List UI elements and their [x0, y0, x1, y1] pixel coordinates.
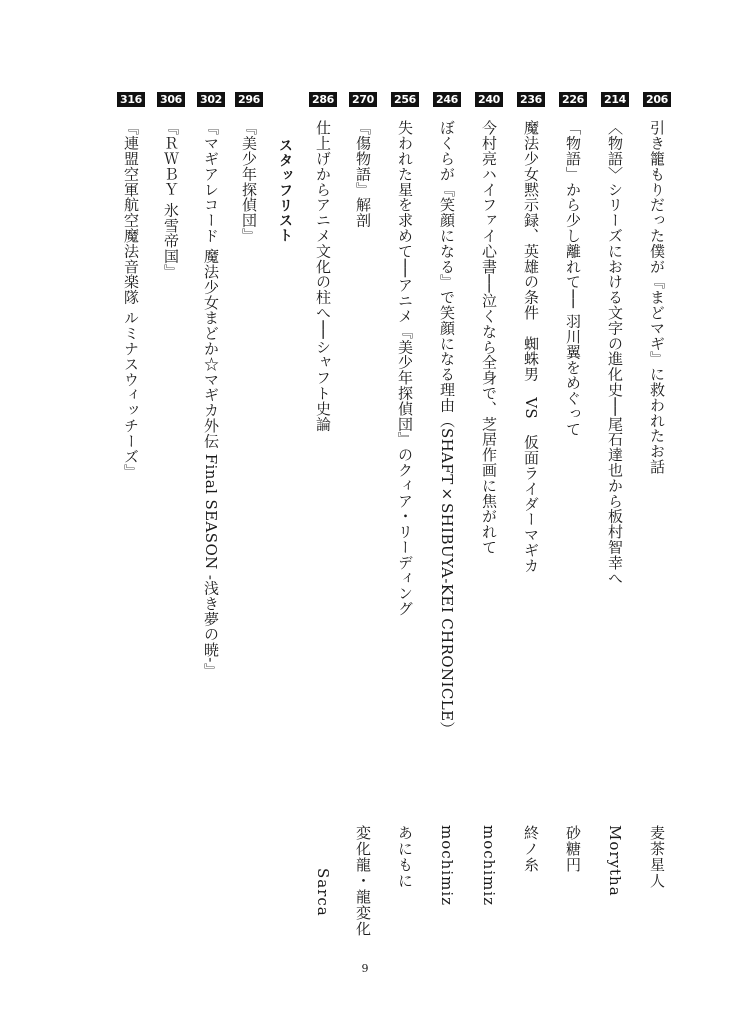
page-badge: 270 — [349, 92, 377, 107]
entry-author: 変化龍・龍変化 — [354, 825, 372, 937]
staff-entry-302 — [194, 0, 228, 1024]
toc-entry-270 — [346, 0, 380, 1024]
entry-author: あにもに — [396, 825, 414, 889]
entry-title: 『美少年探偵団』 — [240, 120, 258, 244]
page-badge: 306 — [157, 92, 185, 107]
entry-title: 魔法少女黙示録、英雄の条件 蜘蛛男 VS 仮面ライダーマギカ — [522, 120, 540, 574]
entry-author: Morytha — [606, 825, 624, 897]
entry-title: 仕上げからアニメ文化の柱へ──シャフト史論 — [314, 120, 332, 432]
entry-title: 『傷物語』解剖 — [354, 120, 372, 228]
page-badge: 296 — [235, 92, 263, 107]
entry-title: 『ＲＷＢＹ 氷雪帝国』 — [162, 120, 180, 280]
entry-author: 砂糖円 — [564, 825, 582, 873]
toc-entry-240 — [472, 0, 506, 1024]
staff-entry-296 — [232, 0, 266, 1024]
entry-author: mochimiz — [438, 825, 456, 907]
entry-title: 『マギアレコード 魔法少女まどか☆マギカ外伝 Final SEASON -浅き夢の暁-』 — [202, 120, 220, 679]
page-badge: 246 — [433, 92, 461, 107]
entry-author: 麦茶星人 — [648, 825, 666, 889]
toc-entry-286 — [306, 0, 340, 1024]
entry-author: Sarca — [314, 868, 332, 917]
toc-entry-214 — [598, 0, 632, 1024]
page-badge: 316 — [117, 92, 145, 107]
page-badge: 236 — [517, 92, 545, 107]
entry-author: mochimiz — [480, 825, 498, 907]
page-number: 9 — [361, 962, 369, 975]
page-badge: 214 — [601, 92, 629, 107]
toc-entry-236 — [514, 0, 548, 1024]
entry-author: 終ノ糸 — [522, 825, 540, 873]
staff-entry-316 — [114, 0, 148, 1024]
entry-title: 〈物語〉シリーズにおける文字の進化史──尾石達也から板村智幸へ — [606, 120, 624, 586]
entry-title: ぼくらが『笑顔になる』で笑顔になる理由（SHAFT×SHIBUYA-KEI CHRONICLE） — [438, 120, 456, 737]
toc-entry-246 — [430, 0, 464, 1024]
page-badge: 286 — [309, 92, 337, 107]
entry-title: 今村亮ハイファイ心書──泣くなら全身で、芝居作画に焦がれて — [480, 120, 498, 555]
toc-entry-256 — [388, 0, 422, 1024]
page-badge: 226 — [559, 92, 587, 107]
page-badge: 240 — [475, 92, 503, 107]
entry-title: 『連盟空軍航空魔法音楽隊 ルミナスウィッチーズ』 — [122, 120, 140, 480]
staff-list-heading: スタッフリスト — [277, 138, 293, 243]
page-badge: 256 — [391, 92, 419, 107]
entry-title: 引き籠もりだった僕が『まどマギ』に救われたお話 — [648, 120, 666, 475]
page-badge: 302 — [197, 92, 225, 107]
toc-entry-206 — [640, 0, 674, 1024]
entry-title: 「物語」から少し離れて── 羽川翼をめぐって — [564, 120, 582, 437]
staff-entry-306 — [154, 0, 188, 1024]
page-badge: 206 — [643, 92, 671, 107]
entry-title: 失われた星を求めて──アニメ『美少年探偵団』のクィア・リーディング — [396, 120, 414, 617]
toc-entry-226 — [556, 0, 590, 1024]
